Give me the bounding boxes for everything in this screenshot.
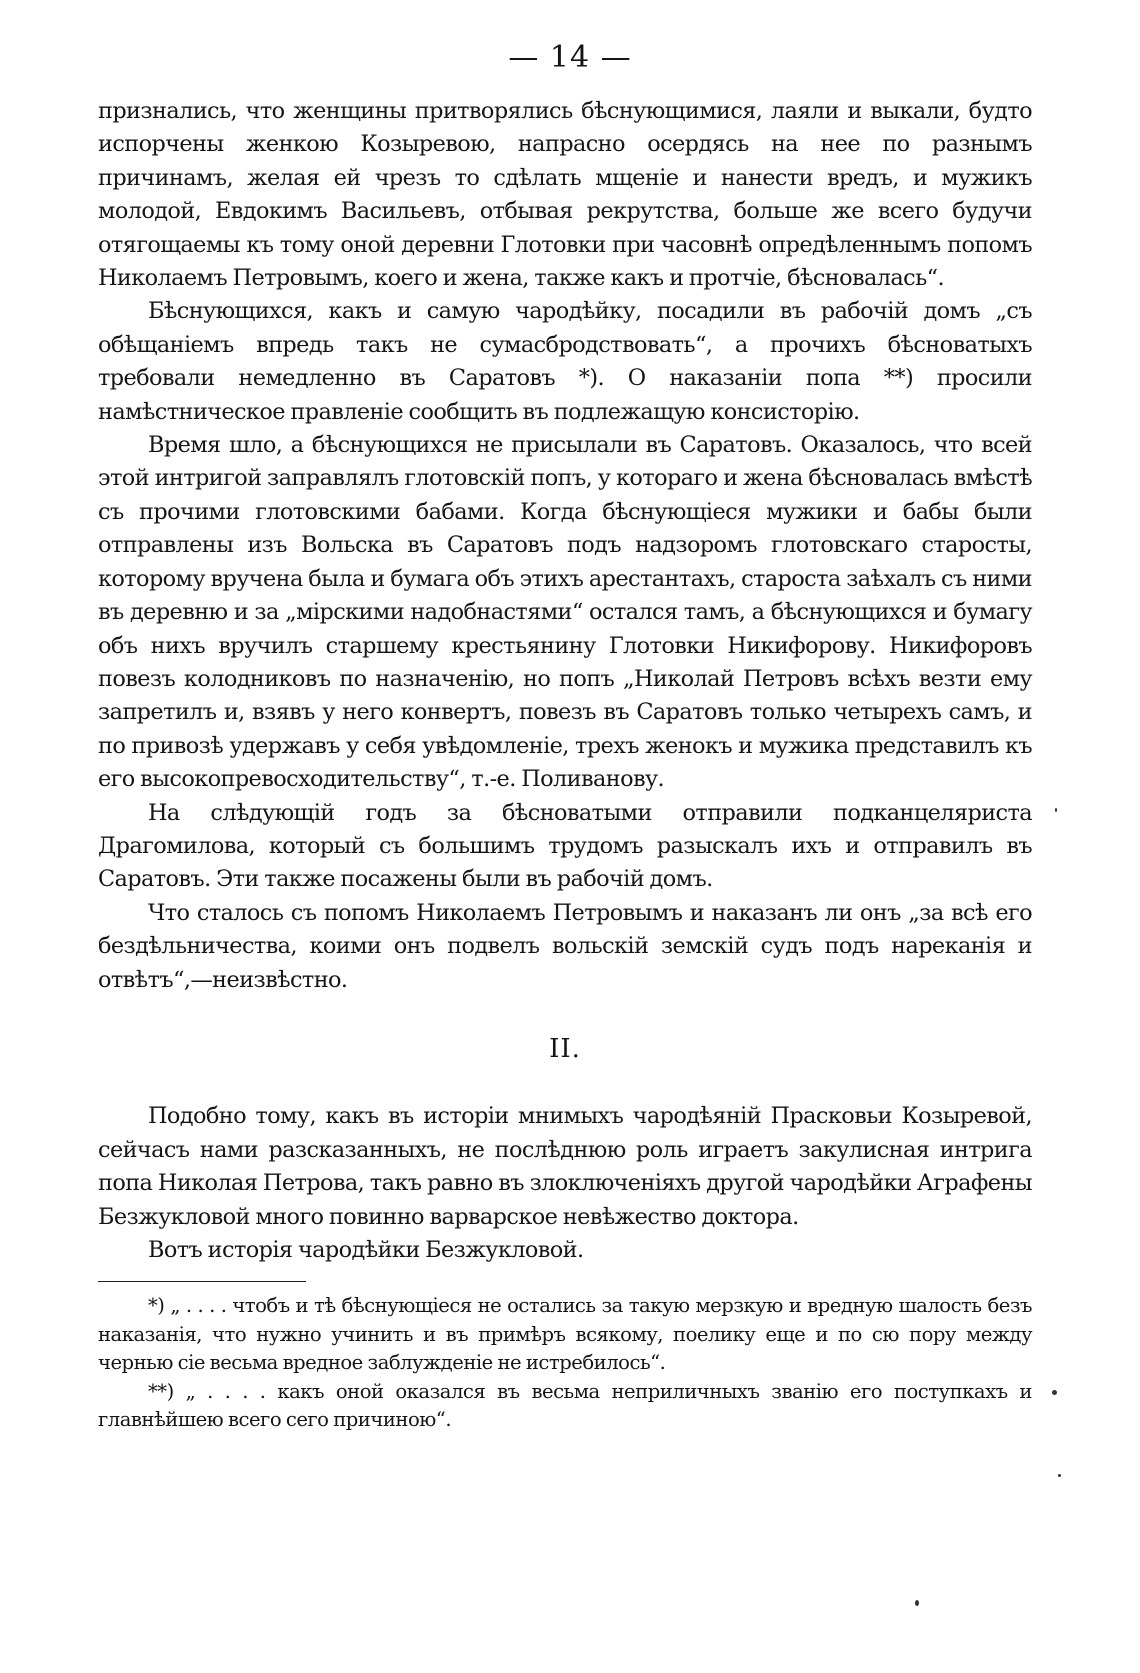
paragraph: Вотъ исторія чародѣйки Безжукловой. (148, 1237, 584, 1263)
paragraph: На слѣдующій годъ за бѣсноватыми отправили подканцеляриста Драгомилова, который съ большимъ трудомъ разыскалъ ихъ и отправилъ въ Саратовъ. Эти также посажены были въ рабочій домъ. (98, 799, 1032, 893)
paragraph: Время шло, а бѣснующихся не присылали въ Саратовъ. Оказалось, что всей этой интригой заправлялъ глотовскій попъ, у котораго и жена бѣсновалась вмѣстѣ съ прочими глотовскими бабами. Когда бѣснующіеся мужики и бабы были отправлены изъ Вольска въ Саратовъ подъ надзоромъ глотовскаго старосты, которому вручена была и бумага объ этихъ арестантахъ, староста заѣхалъ съ ними въ деревню и за „мірскими надобнастями“ остался тамъ, а бѣснующихся и бумагу объ нихъ вручилъ старшему крестьянину Глотовки Никифорову. Никифоровъ повезъ колодниковъ по назначенію, но попъ „Николай Петровъ всѣхъ везти ему запретилъ и, взявъ у него конвертъ, повезъ въ Саратовъ только четырехъ самъ, и по привозѣ удержавъ у себя увѣдомленіе, трехъ женокъ и мужика представилъ къ его высокопревосходительству“, т.-е. Поливанову. (98, 432, 1032, 793)
scan-speck (1058, 1474, 1061, 1477)
footnote: **) „ . . . . какъ оной оказался въ весьма неприличныхъ званію его поступкахъ и главнѣйшею всего сего причиною“. (98, 1379, 1032, 1432)
footnote-divider (98, 1281, 306, 1282)
scan-speck (1052, 1390, 1057, 1395)
paragraph: Бѣснующихся, какъ и самую чародѣйку, посадили въ рабочій домъ „съ обѣщаніемъ впредь такъ не сумасбродствовать“, а прочихъ бѣсноватыхъ требовали немедленно въ Саратовъ *). О наказаніи попа **) просили намѣстническое правленіе сообщить въ подлежащую консисторію. (98, 298, 1032, 425)
footnotes (98, 1292, 1032, 1435)
page-number-header: — 14 — (508, 40, 632, 75)
footnote: *) „ . . . . чтобъ и тѣ бѣснующіеся не остались за такую мерзкую и вредную шалость безъ наказанія, что нужно учинить и въ примѣръ всякому, поелику еще и по сю пору между чернью сіе весьма вредное заблужденіе не истребилось“. (98, 1294, 1032, 1375)
page-body (98, 95, 1032, 1435)
paragraph: Подобно тому, какъ въ исторіи мнимыхъ чародѣяній Прасковьи Козыревой, сейчасъ нами разсказанныхъ, не послѣднюю роль играетъ закулисная интрига попа Николая Петрова, такъ равно въ злоключеніяхъ другой чародѣйки Аграфены Безжукловой много повинно варварское невѣжество доктора. (98, 1103, 1032, 1230)
scan-speck (1055, 808, 1057, 812)
paragraph: Что сталось съ попомъ Николаемъ Петровымъ и наказанъ ли онъ „за всѣ его бездѣльничества, коими онъ подвелъ вольскій земскій судъ подъ нареканія и отвѣтъ“,—неизвѣстно. (98, 899, 1032, 993)
paragraph-continuation: признались, что женщины притворялись бѣснующимися, лаяли и выкали, будто испорчены женкою Козыревою, напрасно осердясь на нее по разнымъ причинамъ, желая ей чрезъ то сдѣлать мщеніе и нанести вредъ, и мужикъ молодой, Евдокимъ Васильевъ, отбывая рекрутства, больше же всего будучи отягощаемы къ тому оной деревни Глотовки при часовнѣ опредѣленнымъ попомъ Николаемъ Петровымъ, коего и жена, также какъ и протчіе, бѣсновалась“. (98, 98, 1032, 292)
section-heading: II. (549, 1033, 581, 1064)
scan-speck (915, 1600, 919, 1606)
